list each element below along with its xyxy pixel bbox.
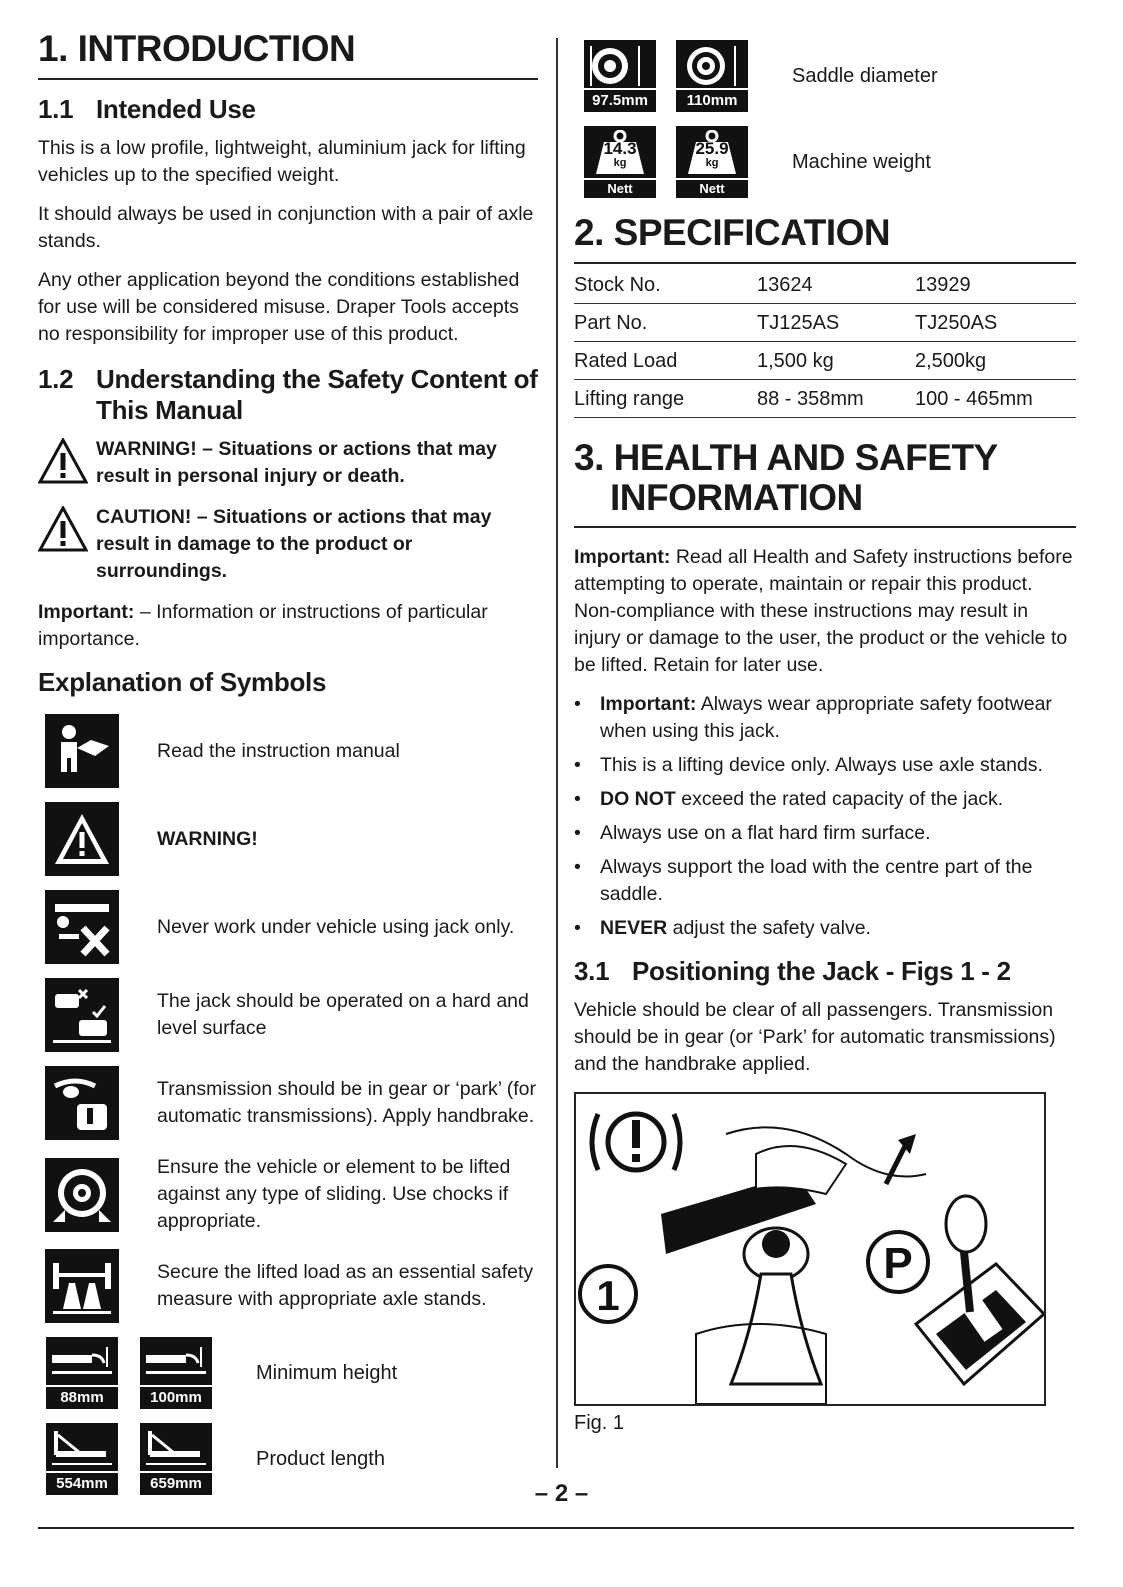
level-surface-icon xyxy=(45,978,119,1052)
spec-table xyxy=(574,266,1076,418)
warning-icon xyxy=(45,802,119,876)
symbol-text: Transmission should be in gear or ‘park’ (for automatic transmissions). Apply handbrake. xyxy=(157,1078,536,1127)
spec-value-1: 1,500 kg xyxy=(757,342,915,380)
intended-use-para-2: It should always be used in conjunction with a pair of axle stands. xyxy=(38,203,534,252)
symbol-row xyxy=(38,714,538,788)
weight-unit: kg xyxy=(613,157,627,169)
min-height-icon xyxy=(46,1337,118,1409)
column-divider xyxy=(556,38,558,1468)
list-item xyxy=(574,786,1076,813)
symbol-row xyxy=(38,1249,538,1323)
section-rule xyxy=(574,262,1076,264)
weight-icon xyxy=(676,126,748,198)
saddle-diameter-value: 110mm xyxy=(676,88,748,112)
min-height-text: Minimum height xyxy=(256,1361,398,1384)
saddle-diameter-row xyxy=(574,40,1076,112)
figure-1 xyxy=(574,1092,1046,1406)
figure-label-1: 1 xyxy=(596,1272,620,1319)
wheel-chock-icon xyxy=(45,1158,119,1232)
table-row xyxy=(574,342,1076,380)
bullet-emphasis: DO NOT xyxy=(600,788,676,810)
weight-value: 14.3 xyxy=(603,139,637,158)
symbol-text: The jack should be operated on a hard and level surface xyxy=(157,990,529,1039)
weight-nett: Nett xyxy=(584,178,656,198)
positioning-heading xyxy=(574,956,1076,987)
symbol-text: Never work under vehicle using jack only. xyxy=(157,915,515,938)
weight-value: 25.9 xyxy=(695,139,729,158)
machine-weight-row xyxy=(574,126,1076,198)
section-rule xyxy=(574,526,1076,528)
warning-definition xyxy=(38,436,538,490)
symbol-row xyxy=(38,802,538,876)
bullet-text: This is a lifting device only. Always use axle stands. xyxy=(600,754,1043,776)
health-safety-intro xyxy=(574,544,1076,679)
left-column xyxy=(38,28,538,1509)
caution-triangle-icon xyxy=(38,504,96,557)
list-item xyxy=(574,752,1076,779)
symbol-row xyxy=(38,978,538,1052)
weight-unit: kg xyxy=(705,157,719,169)
heading-number: 1.2 xyxy=(38,364,74,394)
min-height-row xyxy=(38,1337,538,1409)
section-3-title-line-2: INFORMATION xyxy=(610,477,863,518)
list-item xyxy=(574,915,1076,942)
warning-triangle-icon xyxy=(38,436,96,489)
heading-title: Positioning the Jack - Figs 1 - 2 xyxy=(632,956,1011,986)
symbols-heading: Explanation of Symbols xyxy=(38,667,327,697)
min-height-value: 88mm xyxy=(46,1385,118,1409)
symbol-text: Read the instruction manual xyxy=(157,739,400,762)
spec-value-2: 13929 xyxy=(915,266,1076,304)
important-label: Important: xyxy=(38,601,135,623)
important-label: Important: xyxy=(574,546,671,568)
bullet-emphasis: Important: xyxy=(600,693,697,715)
gearstick-illustration xyxy=(576,1094,1044,1404)
important-definition xyxy=(38,599,538,653)
no-work-under-vehicle-icon xyxy=(45,890,119,964)
heading-title: Understanding the Safety Content of This Manual xyxy=(96,364,538,425)
symbol-text: WARNING! xyxy=(157,827,258,850)
figure-label-p: P xyxy=(883,1239,913,1288)
symbol-text: Secure the lifted load as an essential safety measure with appropriate axle stands. xyxy=(157,1261,534,1310)
positioning-para: Vehicle should be clear of all passengers. Transmission should be in gear (or ‘Park’ for automatic transmissions) and the handbrake applied. xyxy=(574,999,1056,1075)
section-3-title xyxy=(574,438,1076,518)
spec-value-2: TJ250AS xyxy=(915,304,1076,342)
product-length-text: Product length xyxy=(256,1447,385,1470)
footer-rule xyxy=(38,1527,1074,1529)
caution-definition xyxy=(38,504,538,585)
spec-value-1: 13624 xyxy=(757,266,915,304)
heading-number: 3.1 xyxy=(574,956,610,986)
saddle-diameter-text: Saddle diameter xyxy=(792,64,938,87)
saddle-diameter-icon xyxy=(584,40,656,112)
section-2-title: 2. SPECIFICATION xyxy=(574,212,891,253)
spec-label: Rated Load xyxy=(574,342,757,380)
safety-bullet-list xyxy=(574,691,1076,942)
list-item xyxy=(574,691,1076,745)
page-number: – 2 – xyxy=(534,1480,589,1507)
axle-stands-icon xyxy=(45,1249,119,1323)
symbol-row xyxy=(38,1066,538,1140)
figure-caption: Fig. 1 xyxy=(574,1412,625,1434)
spec-label: Lifting range xyxy=(574,380,757,418)
intended-use-heading xyxy=(38,94,538,125)
spec-value-2: 100 - 465mm xyxy=(915,380,1076,418)
section-1-title: 1. INTRODUCTION xyxy=(38,28,356,69)
list-item xyxy=(574,820,1076,847)
spec-table-body xyxy=(574,266,1076,418)
intended-use-para-3: Any other application beyond the conditions established for use will be considered misuse. Draper Tools accepts no responsibility for improper use of this product. xyxy=(38,269,520,345)
table-row xyxy=(574,380,1076,418)
product-length-value: 659mm xyxy=(140,1471,212,1495)
bullet-text: adjust the safety valve. xyxy=(667,917,871,939)
table-row xyxy=(574,266,1076,304)
warning-text: WARNING! – Situations or actions that may result in personal injury or death. xyxy=(96,438,497,487)
symbol-row xyxy=(38,890,538,964)
list-item xyxy=(574,854,1076,908)
safety-content-heading xyxy=(38,364,538,426)
spec-label: Stock No. xyxy=(574,266,757,304)
bullet-text: Always use on a flat hard firm surface. xyxy=(600,822,931,844)
symbol-list xyxy=(38,714,538,1323)
saddle-diameter-icon xyxy=(676,40,748,112)
intended-use-para-1: This is a low profile, lightweight, aluminium jack for lifting vehicles up to the specified weight. xyxy=(38,137,526,186)
saddle-icons xyxy=(584,40,748,112)
min-height-icon xyxy=(140,1337,212,1409)
min-height-value: 100mm xyxy=(140,1385,212,1409)
right-column xyxy=(574,40,1076,1435)
bullet-text: Always support the load with the centre part of the saddle. xyxy=(600,856,1033,905)
heading-number: 1.1 xyxy=(38,94,74,124)
symbol-text: Ensure the vehicle or element to be lifted against any type of sliding. Use chocks if appropriate. xyxy=(157,1156,511,1232)
section-3-title-line-1: 3. HEALTH AND SAFETY xyxy=(574,437,998,478)
bullet-text: exceed the rated capacity of the jack. xyxy=(675,788,1004,810)
important-text: – Information or instructions of particular importance. xyxy=(38,601,488,650)
bullet-text: Always wear appropriate safety footwear when using this jack. xyxy=(600,693,1052,742)
saddle-diameter-value: 97.5mm xyxy=(584,88,656,112)
symbol-row xyxy=(38,1154,538,1235)
bullet-emphasis: NEVER xyxy=(600,917,668,939)
spec-value-1: TJ125AS xyxy=(757,304,915,342)
spec-label: Part No. xyxy=(574,304,757,342)
gear-park-icon xyxy=(45,1066,119,1140)
product-length-value: 554mm xyxy=(46,1471,118,1495)
machine-weight-text: Machine weight xyxy=(792,150,931,173)
section-rule xyxy=(38,78,538,80)
weight-icon xyxy=(584,126,656,198)
heading-title: Intended Use xyxy=(96,94,256,124)
spec-value-1: 88 - 358mm xyxy=(757,380,915,418)
read-manual-icon xyxy=(45,714,119,788)
spec-value-2: 2,500kg xyxy=(915,342,1076,380)
important-text: Read all Health and Safety instructions before attempting to operate, maintain or repair this product. Non-compliance with these instructions may result in injury or damage to the user, the product or the vehicle to be lifted. Retain for later use. xyxy=(574,546,1073,676)
caution-text: CAUTION! – Situations or actions that may result in damage to the product or surroundings. xyxy=(96,506,492,582)
weight-icons xyxy=(584,126,748,198)
table-row xyxy=(574,304,1076,342)
min-height-icons xyxy=(46,1337,212,1409)
weight-nett: Nett xyxy=(676,178,748,198)
